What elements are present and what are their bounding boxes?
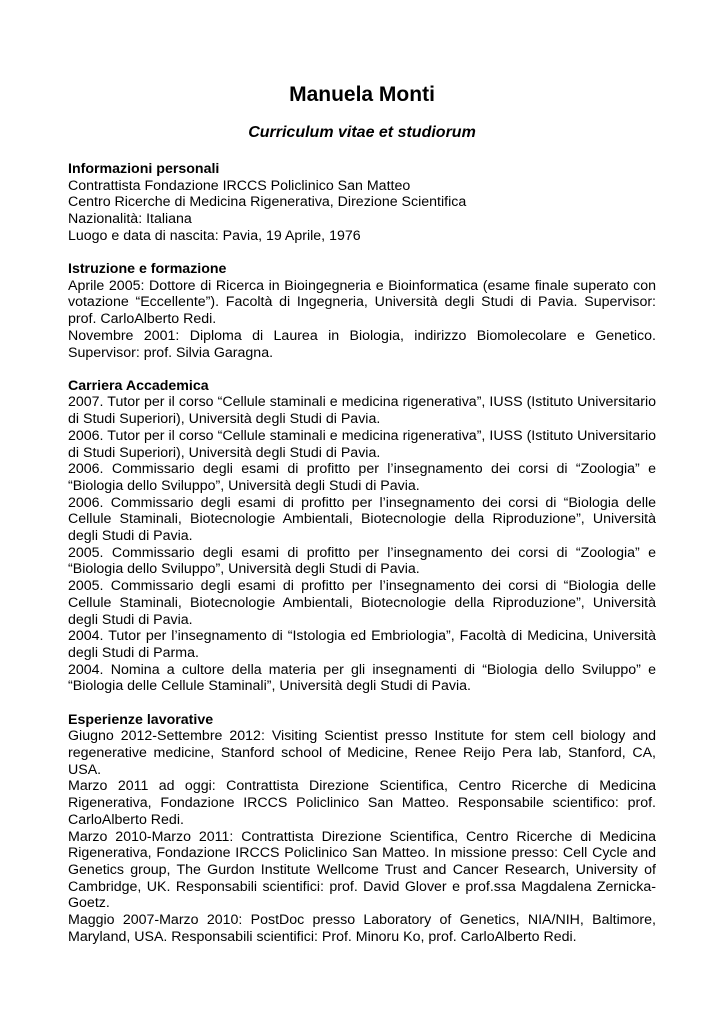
education-entry: Novembre 2001: Diploma di Laurea in Biologia, indirizzo Biomolecolare e Genetico. Supervisor: prof. Silvia Garagna. (68, 327, 656, 361)
career-entry: 2006. Commissario degli esami di profitto per l’insegnamento dei corsi di “Zoologia” e “Biologia dello Sviluppo”, Università degli Studi di Pavia. (68, 461, 656, 494)
section-title: Carriera Accademica (68, 377, 209, 394)
section-title: Informazioni personali (68, 161, 220, 177)
personal-info-section (68, 161, 656, 245)
work-entry: Giugno 2012-Settembre 2012: Visiting Scientist presso Institute for stem cell biology and regenerative medicine, Stanford school of Medicine, Renee Reijo Pera lab, Stanford, CA, USA. (68, 728, 656, 778)
section-title: Istruzione e formazione (68, 261, 227, 278)
career-entry: 2004. Nomina a cultore della materia per gli insegnamenti di “Biologia dello Sviluppo” e “Biologia delle Cellule Staminali”, Università degli Studi di Pavia. (68, 661, 656, 695)
career-entry: 2006. Commissario degli esami di profitto per l’insegnamento dei corsi di “Biologia delle Cellule Staminali, Biotecnologie Ambientali, Biotecnologie della Riproduzione”, Università degli Studi di Pavia. (68, 494, 656, 545)
career-entry: 2006. Tutor per il corso “Cellule staminali e medicina rigenerativa”, IUSS (Istituto Universitario di Studi Superiori), Università degli Studi di Pavia. (68, 427, 656, 461)
work-experience-section (68, 712, 656, 946)
education-section (68, 261, 656, 361)
personal-line: Contrattista Fondazione IRCCS Policlinico San Matteo (68, 177, 411, 194)
document-subtitle: Curriculum vitae et studiorum (248, 124, 476, 141)
education-entry: Aprile 2005: Dottore di Ricerca in Bioingegneria e Bioinformatica (esame finale superato con votazione “Eccellente”). Facoltà di Ingegneria, Università degli Studi di Pavia. Supervisor: prof. CarloAlberto Redi. (68, 277, 656, 328)
document-title: Manuela Monti (289, 83, 435, 106)
career-entry: 2005. Commissario degli esami di profitto per l’insegnamento dei corsi di “Biologia delle Cellule Staminali, Biotecnologie Ambientali, Biotecnologie della Riproduzione”, Università degli Studi di Pavia. (68, 578, 656, 628)
personal-line: Centro Ricerche di Medicina Rigenerativa, Direzione Scientifica (68, 194, 467, 211)
section-title: Esperienze lavorative (68, 711, 214, 728)
work-entry: Maggio 2007-Marzo 2010: PostDoc presso Laboratory of Genetics, NIA/NIH, Baltimore, Maryland, USA. Responsabili scientifici: Prof. Minoru Ko, prof. CarloAlberto Redi. (68, 912, 656, 945)
career-section (68, 378, 656, 695)
work-entry: Marzo 2011 ad oggi: Contrattista Direzione Scientifica, Centro Ricerche di Medicina Rigenerativa, Fondazione IRCCS Policlinico San Matteo. Responsabile scientifico: prof. CarloAlberto Redi. (68, 778, 656, 828)
work-entry: Marzo 2010-Marzo 2011: Contrattista Direzione Scientifica, Centro Ricerche di Medicina Rigenerativa, Fondazione IRCCS Policlinico San Matteo. In missione presso: Cell Cycle and Genetics group, The Gurdon Institute Wellcome Trust and Cancer Research, University of Cambridge, UK. Responsabili scientifici: prof. David Glover e prof.ssa Magdalena Zernicka-Goetz. (68, 828, 656, 912)
personal-line: Nazionalità: Italiana (68, 211, 192, 228)
career-entry: 2007. Tutor per il corso “Cellule staminali e medicina rigenerativa”, IUSS (Istituto Universitario di Studi Superiori), Università degli Studi di Pavia. (68, 394, 656, 428)
cv-page (68, 82, 656, 962)
career-entry: 2005. Commissario degli esami di profitto per l’insegnamento dei corsi di “Zoologia” e “Biologia dello Sviluppo”, Università degli Studi di Pavia. (68, 544, 656, 578)
career-entry: 2004. Tutor per l’insegnamento di “Istologia ed Embriologia”, Facoltà di Medicina, Università degli Studi di Parma. (68, 628, 656, 661)
personal-line: Luogo e data di nascita: Pavia, 19 Aprile, 1976 (68, 227, 361, 244)
